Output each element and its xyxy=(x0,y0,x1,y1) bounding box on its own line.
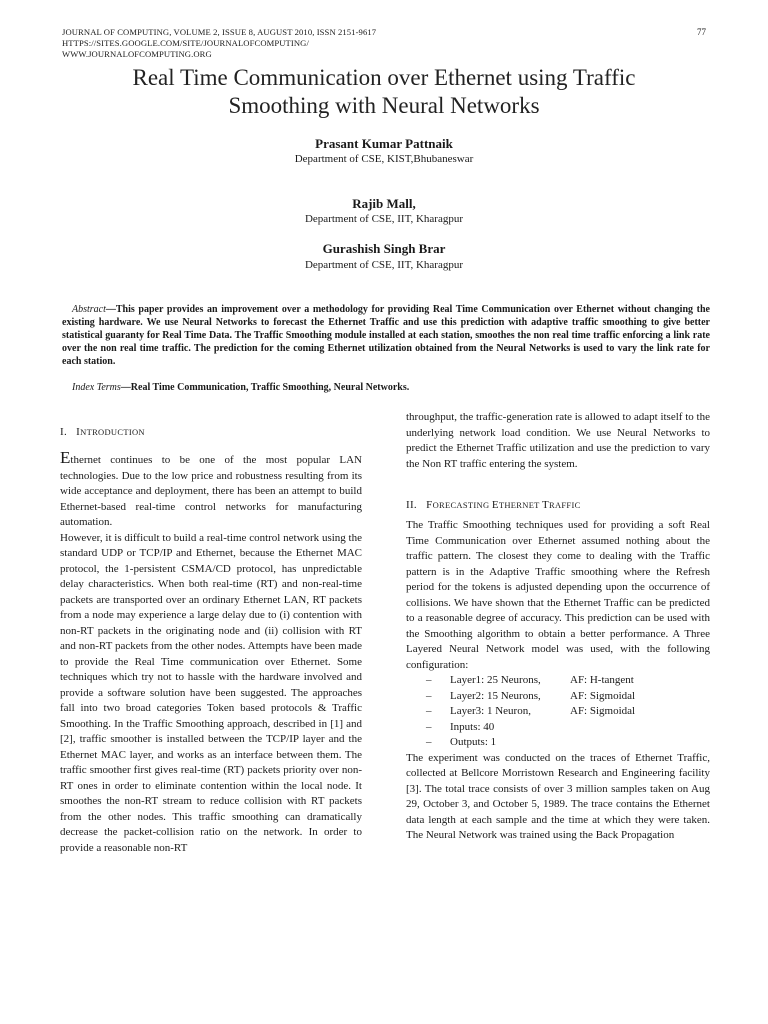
author-name: Gurashish Singh Brar xyxy=(322,241,446,256)
index-terms-label: Index Terms xyxy=(72,382,121,393)
list-item xyxy=(406,704,710,720)
list-dash: – xyxy=(426,720,432,733)
config-af: AF: H-tangent xyxy=(570,674,634,686)
abstract xyxy=(62,303,710,368)
section-numeral: I. xyxy=(60,426,68,438)
author-name: Prasant Kumar Pattnaik xyxy=(315,136,453,151)
index-terms xyxy=(62,382,710,393)
title-line-1: Real Time Communication over Ethernet using Traffic xyxy=(132,65,636,90)
title-line-2: Smoothing with Neural Networks xyxy=(228,93,540,118)
heading-initial: I xyxy=(76,426,81,438)
list-dash: – xyxy=(426,689,432,702)
list-item xyxy=(406,720,710,736)
intro-paragraph-2: However, it is difficult to build a real-time control network using the standard UDP or TCP/IP and Ethernet, because the Ethernet MAC protocol, the 1-persistent CSMA/CD protocol, has unpredictable delay characteristics. When both real-time (RT) and non-real-time packets are transported over an ordinary Ethernet LAN, RT packets from a node may experience a large delay due to (i) contention with non-RT packets in the originating node and (ii) collision with RT and non-RT packets from the other nodes. Attempts have been made to provide the Real Time communication over Ethernet. Some techniques which try not to hassle with the hardware involved and provide a software solution have been suggested. The approaches fall into two broad categories Token based protocols & Traffic Smoothing. In the Traffic Smoothing approach, described in [1] and [2], traffic smoother is installed between the TCP/IP layer and the Ethernet MAC layer, and works as an interface between them. The traffic smoother first gives real-time (RT) packets priority over non-RT ones in order to eliminate contention within the local node. It smoothes the non-RT stream to reduce collision with RT packets from the other nodes. This traffic smoothing can dramatically decrease the packet-collision ratio on the network. In order to provide a reasonable non-RT xyxy=(60,531,362,854)
network-config-list xyxy=(406,673,710,751)
config-af: AF: Sigmoidal xyxy=(570,705,636,717)
header-line-2[interactable]: HTTPS://SITES.GOOGLE.COM/SITE/JOURNALOFCOMPUTING/ xyxy=(62,38,309,48)
config-af: AF: Sigmoidal xyxy=(570,689,636,702)
author-affiliation: Department of CSE, IIT, Kharagpur xyxy=(304,213,464,225)
abstract-text: —This paper provides an improvement over a methodology for providing Real Time Communication over Ethernet without changing the existing hardware. We use Neural Networks to forecast the Ethernet Traffic and use this prediction with adaptive traffic smoothing to give better statistical guaranty for Real Time Data. The Traffic Smoothing module installed at each station, smoothes the non real time traffic enforcing a link rate over the non real time traffic. The prediction for the coming Ethernet utilization obtained from the Neural Networks is used to vary the link rate for each station. xyxy=(62,304,710,367)
list-item xyxy=(406,689,710,705)
list-item xyxy=(406,735,710,751)
forecast-paragraph-2: The experiment was conducted on the traces of Ethernet Traffic, collected at Bellcore Morristown Research and Engineering facility [3]. The total trace consists of over 3 million samples taken on Aug 29, October 3, and October 5, 1989. The trace contains the Ethernet data length at each sample and the time at which they were taken. The Neural Network was trained using the Back Propagation xyxy=(406,751,710,841)
section-numeral: II. xyxy=(406,499,417,511)
right-column-intro xyxy=(406,410,710,472)
paper-title xyxy=(40,64,728,120)
left-column xyxy=(60,450,362,856)
list-dash: – xyxy=(426,705,432,717)
config-item: Layer2: 15 Neurons, xyxy=(450,689,541,702)
journal-header xyxy=(62,27,376,60)
section-heading-introduction xyxy=(60,426,145,438)
heading-initial: F xyxy=(426,499,433,511)
index-terms-text: —Real Time Communication, Traffic Smoothing, Neural Networks. xyxy=(120,382,410,393)
heading-rest: ORECASTING xyxy=(432,500,492,510)
heading-initial: E xyxy=(491,499,499,511)
heading-initial: T xyxy=(541,499,549,511)
config-item: Inputs: 40 xyxy=(450,720,495,733)
section-heading-forecasting xyxy=(406,499,581,511)
author-name: Rajib Mall, xyxy=(352,196,416,211)
heading-rest: NTRODUCTION xyxy=(80,427,145,437)
list-dash: – xyxy=(426,736,432,748)
author-affiliation: Department of CSE, KIST,Bhubaneswar xyxy=(294,153,474,165)
intro-paragraph-1 xyxy=(60,450,362,531)
right-column-forecasting xyxy=(406,518,710,844)
config-item: Layer3: 1 Neuron, xyxy=(450,705,531,717)
abstract-label: Abstract xyxy=(72,304,106,315)
header-line-3[interactable]: WWW.JOURNALOFCOMPUTING.ORG xyxy=(62,49,212,59)
heading-rest: RAFFIC xyxy=(548,500,581,510)
config-item: Layer1: 25 Neurons, xyxy=(450,674,541,686)
drop-cap: E xyxy=(60,448,71,467)
config-item: Outputs: 1 xyxy=(450,736,497,748)
intro-paragraph-1-text: thernet continues to be one of the most popular LAN technologies. Due to the low price and robustness resulting from its wide acceptance and deployment, there has been an attempt to build Ethernet-based real-time control networks for manufacturing automation. xyxy=(60,454,362,528)
page-number: 77 xyxy=(697,27,706,37)
intro-paragraph-3: throughput, the traffic-generation rate is allowed to adapt itself to the underlying network load condition. We use Neural Networks to predict the Ethernet Traffic utilization and use the prediction to vary the Non RT traffic entering the system. xyxy=(406,411,710,470)
forecast-paragraph-1: The Traffic Smoothing techniques used for providing a soft Real Time Communication over Ethernet assumed nothing about the traffic pattern. The closest they come to dealing with the Traffic pattern is in the Adaptive Traffic smoothing where the Refresh period for the tokens is adjusted depending upon the occurrence of collisions. We have shown that the Ethernet Traffic can be predicted to a reasonable degree of accuracy. This prediction can be used with the Smoothing algorithm to obtain a better performance. A Three Layered Neural Network model was used, with the following configuration: xyxy=(406,519,710,671)
author-affiliation: Department of CSE, IIT, Kharagpur xyxy=(304,259,464,271)
list-item xyxy=(406,673,710,689)
header-line-1: JOURNAL OF COMPUTING, VOLUME 2, ISSUE 8, AUGUST 2010, ISSN 2151-9617 xyxy=(62,27,377,37)
list-dash: – xyxy=(426,674,432,686)
heading-rest: THERNET xyxy=(498,500,542,510)
